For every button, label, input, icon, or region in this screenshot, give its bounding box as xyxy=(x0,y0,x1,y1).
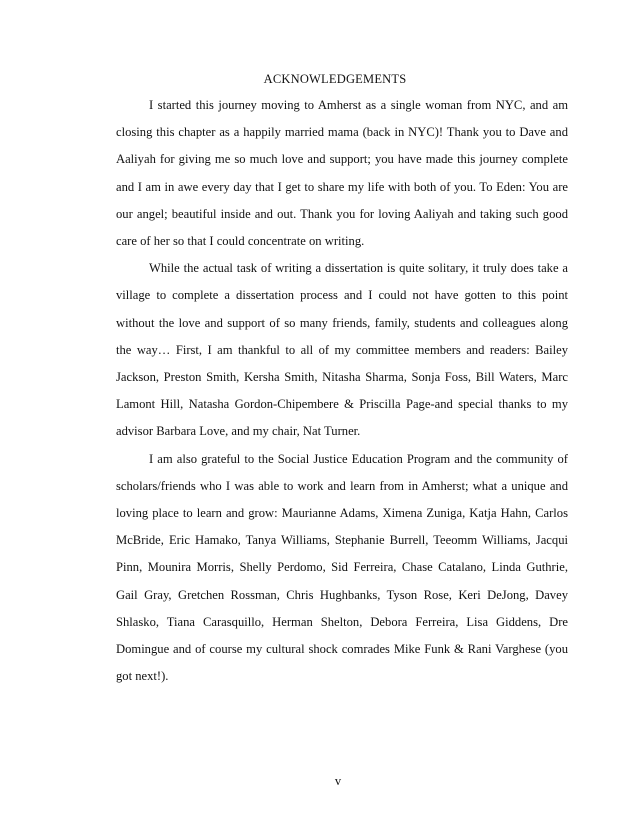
paragraph-committee: While the actual task of writing a dissertation is quite solitary, it truly does take a village to complete a dissertation process and I could not have gotten to this point without the love and support of so many friends, family, students and colleagues along the way… First, I am thankful to all of my committee members and readers: Bailey Jackson, Preston Smith, Kersha Smith, Nitasha Sharma, Sonja Foss, Bill Waters, Marc Lamont Hill, Natasha Gordon-Chipembere & Priscilla Page-and special thanks to my advisor Barbara Love, and my chair, Nat Turner. xyxy=(116,261,568,439)
paragraph-program: I am also grateful to the Social Justice Education Program and the community of scholars/friends who I was able to work and learn from in Amherst; what a unique and loving place to learn and grow: Maurianne Adams, Ximena Zuniga, Katja Hahn, Carlos McBride, Eric Hamako, Tanya Williams, Stephanie Burrell, Teeomm Williams, Jacqui Pinn, Mounira Morris, Shelly Perdomo, Sid Ferreira, Chase Catalano, Linda Guthrie, Gail Gray, Gretchen Rossman, Chris Hughbanks, Tyson Rose, Keri DeJong, Davey Shlasko, Tiana Carasquillo, Herman Shelton, Debora Ferreira, Lisa Giddens, Dre Domingue and of course my cultural shock comrades Mike Funk & Rani Varghese (you got next!). xyxy=(116,451,568,684)
page-title: ACKNOWLEDGEMENTS xyxy=(263,72,407,86)
paragraph-family: I started this journey moving to Amherst as a single woman from NYC, and am closing this chapter as a happily married mama (back in NYC)! Thank you to Dave and Aaliyah for giving me so much love and support; you have made this journey complete and I am in awe every day that I get to share my life with both of you. To Eden: You are our angel; beautiful inside and out. Thank you for loving Aaliyah and taking such good care of her so that I could concentrate on writing. xyxy=(116,98,568,249)
page-number: v xyxy=(334,774,342,788)
acknowledgements-body xyxy=(116,92,568,690)
